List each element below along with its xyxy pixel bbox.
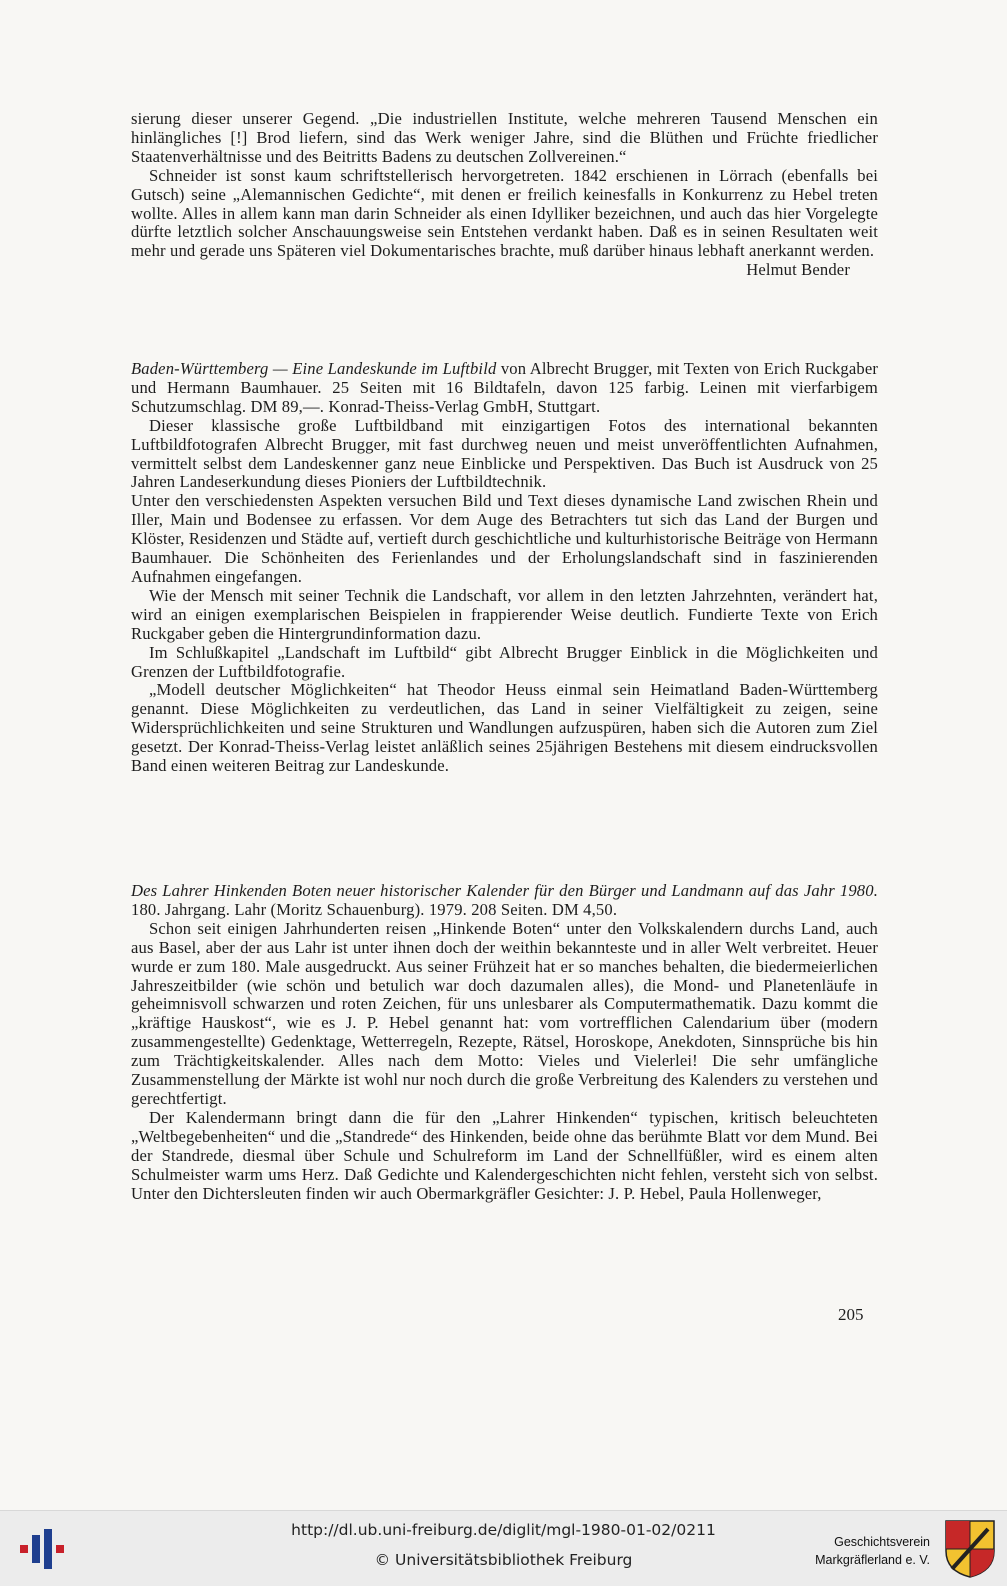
review-continuation [131, 110, 878, 280]
organization-line: Markgräflerland e. V. [815, 1553, 930, 1567]
book-title: Baden-Württemberg — Eine Landeskunde im Luftbild [131, 359, 497, 378]
viewer-footer [0, 1510, 1007, 1586]
book-meta: von Albrecht Brugger, mit Texten von Erich Ruckgaber und Hermann Baumhauer. 25 Seiten mit 16 Bildtafeln, davon 125 farbig. Leinen mit vierfarbigem Schutzumschlag. DM 89,—. Konrad-Theiss-Verlag GmbH, Stuttgart. [131, 359, 879, 416]
review-heading [131, 882, 878, 920]
paragraph: Im Schlußkapitel „Landschaft im Luftbild“ gibt Albrecht Brugger Einblick in die Möglichkeiten und Grenzen der Luftbildfotografie. [131, 642, 878, 681]
review-heading [131, 360, 878, 417]
review-hinkender-bote [131, 882, 878, 1203]
page-number: 205 [838, 1305, 864, 1324]
author-signature: Helmut Bender [746, 260, 850, 280]
organization-name[interactable] [810, 1533, 930, 1569]
paragraph: Wie der Mensch mit seiner Technik die Landschaft, vor allem in den letzten Jahrzehnten, verändert hat, wird an einigen exemplarischen Beispielen in frappierender Weise deutlich. Fundierte Texte von Erich Ruckgaber geben die Hintergrundinformation dazu. [131, 585, 878, 643]
paragraph: Dieser klassische große Luftbildband mit einzigartigen Fotos des international bekannten Luftbildfotografen Albrecht Brugger, mit fast durchweg neuen und meist unveröffentlichten Aufnahmen, vermittelt selbst dem Landeskenner ganz neue Einblicke und Perspektiven. Das Buch ist Ausdruck von 25 Jahren Landeserkundung dieses Pioniers der Luftbildtechnik. [131, 415, 878, 492]
document-url-link[interactable]: http://dl.ub.uni-freiburg.de/diglit/mgl-1980-01-02/0211 [291, 1521, 716, 1539]
organization-line: Geschichtsverein [834, 1535, 930, 1549]
review-baden-wuerttemberg [131, 360, 878, 776]
copyright-notice: © Universitätsbibliothek Freiburg [374, 1551, 633, 1569]
paragraph: Unter den verschiedensten Aspekten versuchen Bild und Text dieses dynamische Land zwischen Rhein und Iller, Main und Bodensee zu erfassen. Vor dem Auge des Betrachters tut sich das Land der Burgen und Klöster, Residenzen und Städte auf, vertieft durch geschichtliche und kulturhistorische Beiträge von Hermann Baumhauer. Die Schönheiten des Ferienlandes und der Erholungslandschaft sind in faszinierenden Aufnahmen eingefangen. [131, 491, 878, 586]
book-meta: 180. Jahrgang. Lahr (Moritz Schauenburg). 1979. 208 Seiten. DM 4,50. [131, 899, 618, 919]
book-title: Des Lahrer Hinkenden Boten neuer historischer Kalender für den Bürger und Landmann auf das Jahr 1980. [131, 881, 878, 900]
paragraph: Schneider ist sonst kaum schriftstellerisch hervorgetreten. 1842 erschienen in Lörrach (ebenfalls bei Gutsch) seine „Alemannischen Gedichte“, mit denen er freilich keinesfalls in Konkurrenz zu Hebel treten wollte. Alles in allem kann man darin Schneider als einen Idylliker bezeichnen, und auch das hier Vorgelegte dürfte letztlich solcher Anschauungsweise sein Entstehen verdankt haben. Daß es in seinen Resultaten weit mehr und gerade uns Späteren viel Dokumentarisches brachte, muß darüber hinaus lebhaft anerkannt werden. [131, 165, 878, 261]
paragraph: sierung dieser unserer Gegend. „Die industriellen Institute, welche mehreren Tausend Menschen ein hinlängliches [!] Brod liefern, sind das Werk weniger Jahre, sind die Blüthen und Früchte friedlicher Staatenverhältnisse und des Beitritts Badens zu deutschen Zollvereinen.“ [131, 109, 878, 166]
coat-of-arms-icon [944, 1519, 996, 1579]
paragraph: Der Kalendermann bringt dann die für den „Lahrer Hinkenden“ typischen, kritisch beleuchteten „Weltbegebenheiten“ und die „Standrede“ des Hinkenden, beide ohne das berühmte Blatt vor dem Mund. Bei der Standrede, diesmal über Schule und Schulreform im Land der Schnellfüßler, wird es einem alten Schulmeister warm ums Herz. Daß Gedichte und Kalendergeschichten nicht fehlen, versteht sich von selbst. Unter den Dichtersleuten finden wir auch Obermarkgräfler Gesichter: J. P. Hebel, Paula Hollenweger, [131, 1107, 878, 1203]
paragraph: „Modell deutscher Möglichkeiten“ hat Theodor Heuss einmal sein Heimatland Baden-Württemberg genannt. Diese Möglichkeiten zu verdeutlichen, das Land in seiner Vielfältigkeit zu zeigen, seine Widersprüchlichkeiten und seine Strukturen und Wandlungen aufzuspüren, haben sich die Autoren zum Ziel gesetzt. Der Konrad-Theiss-Verlag leistet anläßlich seines 25jährigen Bestehens mit diesem eindrucksvollen Band einen weiteren Beitrag zur Landeskunde. [131, 680, 878, 776]
paragraph: Schon seit einigen Jahrhunderten reisen „Hinkende Boten“ unter den Volkskalendern durchs Land, auch aus Basel, aber der aus Lahr ist unter ihnen doch der weithin bekannteste und in aller Welt verbreitet. Heuer wurde er zum 180. Male ausgedruckt. Aus seiner Frühzeit hat er so manches behalten, die biedermeierlichen Jahreszeitbilder (wie schön und betulich war doch dazumalen alles), die Mond- und Planetenläufe in geheimnisvoll schwarzen und roten Zeichen, für uns unlesbarer als Computermathematik. Dazu kommt die „kräftige Hauskost“, wie es J. P. Hebel genannt hat: vom vortrefflichen Calendarium über (modern zusammengestellte) Gedenktage, Wetterregeln, Rezepte, Rätsel, Horoskope, Anekdoten, Sinnsprüche bis hin zum Trächtigkeitskalender. Alles nach dem Motto: Vieles und Vielerlei! Die sehr umfängliche Zusammenstellung der Märkte ist wohl nur noch durch die große Verbreitung des Kalenders zu verstehen und gerechtfertigt. [131, 918, 878, 1108]
